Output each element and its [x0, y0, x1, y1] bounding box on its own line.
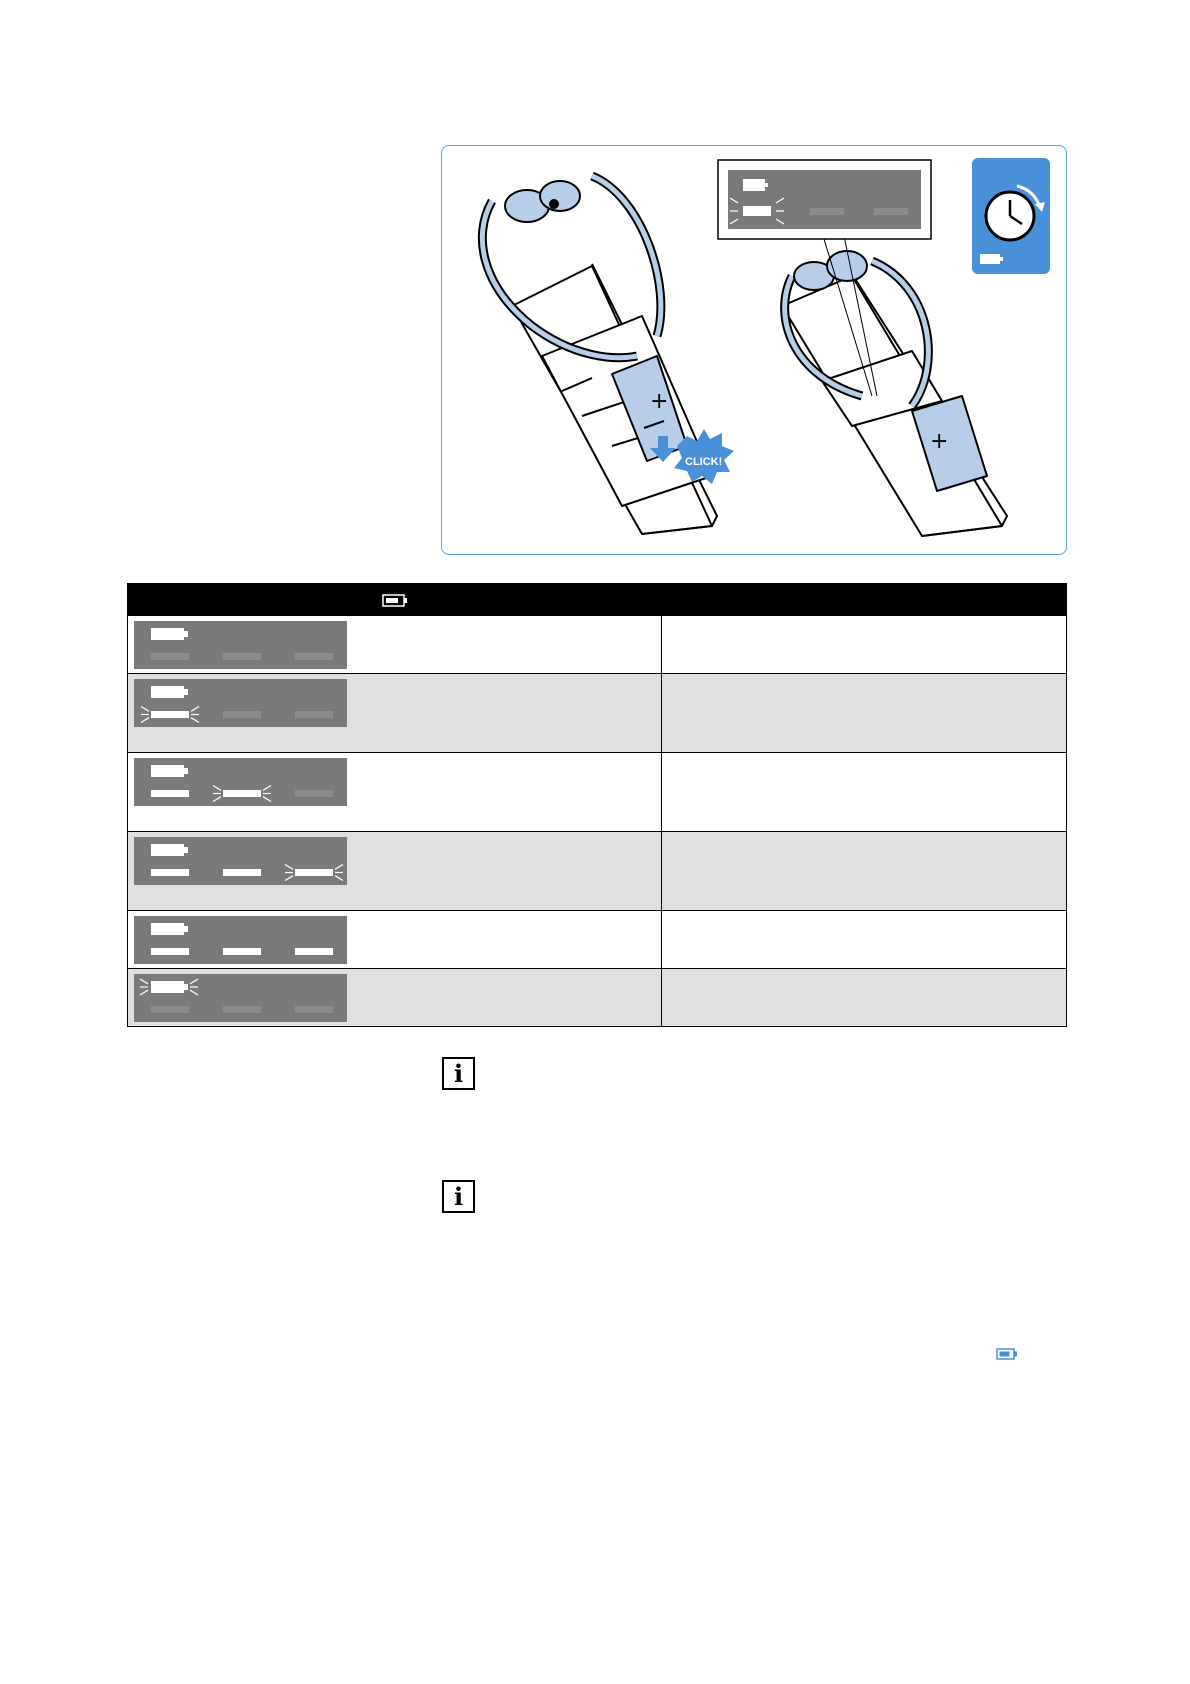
battery-symbol-icon: [151, 686, 188, 698]
charge-segment-3: [295, 711, 333, 718]
meaning-text: [662, 911, 1066, 927]
table-row: [128, 911, 1067, 969]
charge-segment-2: [223, 711, 261, 718]
info-icon: i: [442, 1057, 475, 1090]
charge-segment-2: [223, 790, 261, 797]
meaning-cell: [662, 753, 1067, 832]
meaning-cell: [662, 969, 1067, 1027]
charge-segment-1: [151, 869, 189, 876]
battery-symbol-icon: [151, 981, 188, 993]
battery-icon: [996, 1348, 1018, 1360]
svg-text:+: +: [930, 429, 949, 454]
charge-segment-3: [295, 653, 333, 660]
table-row: [128, 832, 1067, 911]
battery-symbol-icon: [151, 923, 188, 935]
meaning-text: [662, 969, 1066, 985]
charging-illustration: [441, 145, 1067, 555]
charge-segment-2: [223, 948, 261, 955]
table-header-row: [128, 584, 1067, 616]
display-state-cell: [128, 674, 662, 753]
lcd-display: [134, 974, 347, 1022]
header-left: [128, 584, 662, 616]
lcd-display: [134, 916, 347, 964]
lcd-display: [134, 758, 347, 806]
info-icon: i: [442, 1180, 475, 1213]
meaning-cell: [662, 674, 1067, 753]
display-state-cell: [128, 911, 662, 969]
table-row: [128, 753, 1067, 832]
display-state-cell: [128, 616, 662, 674]
table-row: [128, 674, 1067, 753]
table-row: [128, 969, 1067, 1027]
meaning-text: [662, 753, 1066, 769]
battery-symbol-icon: [151, 844, 188, 856]
charge-segment-3: [295, 1006, 333, 1013]
charge-segment-2: [223, 1006, 261, 1013]
svg-text:+: +: [650, 389, 669, 414]
meaning-text: [662, 674, 1066, 690]
charge-segment-3: [295, 790, 333, 797]
battery-charging-icon: [382, 594, 408, 607]
charge-segment-1: [151, 1006, 189, 1013]
display-state-cell: [128, 753, 662, 832]
headset-in-charger-icon: [482, 176, 717, 534]
charge-segment-1: [151, 711, 189, 718]
meaning-cell: [662, 832, 1067, 911]
charge-segment-1: [151, 948, 189, 955]
lcd-display: [134, 837, 347, 885]
table-row: [128, 616, 1067, 674]
charge-segment-2: [223, 869, 261, 876]
meaning-text: [662, 832, 1066, 848]
charge-segment-1: [151, 653, 189, 660]
charge-segment-2: [223, 653, 261, 660]
lcd-display: [134, 679, 347, 727]
charge-segment-1: [151, 790, 189, 797]
meaning-cell: [662, 616, 1067, 674]
click-label: CLICK!: [685, 456, 723, 468]
meaning-cell: [662, 911, 1067, 969]
charge-segment-3: [295, 948, 333, 955]
lcd-display: [134, 621, 347, 669]
header-right: [662, 584, 1067, 616]
battery-icon: [980, 254, 1003, 264]
display-state-cell: [128, 969, 662, 1027]
charging-status-table: [127, 583, 1067, 1027]
battery-symbol-icon: [151, 628, 188, 640]
battery-symbol-icon: [151, 765, 188, 777]
meaning-text: [662, 616, 1066, 632]
charge-segment-3: [295, 869, 333, 876]
display-state-cell: [128, 832, 662, 911]
lcd-zoom-icon: [718, 160, 931, 239]
headset-lifted-icon: [782, 251, 1007, 536]
